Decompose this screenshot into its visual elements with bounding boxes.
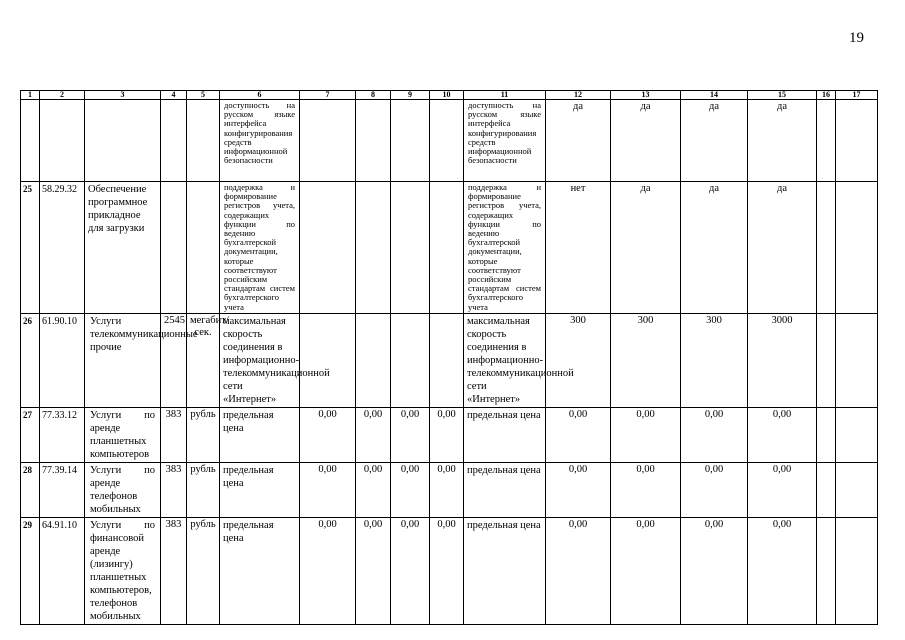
value-cell: 300 — [611, 313, 681, 407]
characteristic: предельная цена — [220, 462, 300, 517]
value-cell — [430, 100, 464, 182]
value-cell: 0,00 — [681, 517, 748, 624]
header-cell: 7 — [300, 91, 356, 100]
value-cell — [836, 182, 878, 314]
table-row — [21, 517, 878, 624]
okpd-code — [40, 100, 85, 182]
item-name: Услуги по аренде планшетных компьютеров — [85, 407, 161, 462]
value-cell: 0,00 — [356, 407, 391, 462]
value-cell: нет — [546, 182, 611, 314]
header-cell: 3 — [85, 91, 161, 100]
characteristic: доступность на русском языке интерфейса конфигурирования средств информационной безопасности — [464, 100, 546, 182]
header-cell: 9 — [391, 91, 430, 100]
value-cell: 0,00 — [391, 407, 430, 462]
characteristic: предельная цена — [220, 407, 300, 462]
unit-code: 383 — [161, 517, 187, 624]
value-cell: 0,00 — [391, 517, 430, 624]
value-cell: 0,00 — [681, 407, 748, 462]
value-cell: да — [748, 182, 817, 314]
characteristic: доступность на русском языке интерфейса конфигурирования средств информационной безопасности — [220, 100, 300, 182]
value-cell — [836, 100, 878, 182]
row-number: 27 — [21, 407, 40, 462]
value-cell — [391, 313, 430, 407]
table-row — [21, 407, 878, 462]
unit-name: рубль — [187, 407, 220, 462]
value-cell — [356, 313, 391, 407]
value-cell: 0,00 — [430, 407, 464, 462]
value-cell: 0,00 — [611, 517, 681, 624]
value-cell: да — [611, 182, 681, 314]
unit-name: рубль — [187, 517, 220, 624]
unit-name: рубль — [187, 462, 220, 517]
value-cell: 3000 — [748, 313, 817, 407]
value-cell — [817, 407, 836, 462]
value-cell: 0,00 — [611, 462, 681, 517]
value-cell: да — [681, 182, 748, 314]
item-name: Услуги телекоммуникационные прочие — [85, 313, 161, 407]
header-cell: 4 — [161, 91, 187, 100]
header-cell: 10 — [430, 91, 464, 100]
value-cell: 0,00 — [300, 517, 356, 624]
requirements-table — [20, 90, 878, 625]
value-cell: 0,00 — [546, 407, 611, 462]
okpd-code: 64.91.10 — [40, 517, 85, 624]
value-cell: 300 — [681, 313, 748, 407]
value-cell: 0,00 — [356, 462, 391, 517]
item-name — [85, 100, 161, 182]
value-cell — [817, 462, 836, 517]
header-row — [21, 91, 878, 100]
item-name: Услуги по финансовой аренде (лизингу) планшетных компьютеров, телефонов мобильных — [85, 517, 161, 624]
value-cell — [817, 517, 836, 624]
header-cell: 11 — [464, 91, 546, 100]
value-cell: 0,00 — [748, 462, 817, 517]
header-cell: 14 — [681, 91, 748, 100]
table-row — [21, 313, 878, 407]
value-cell — [836, 462, 878, 517]
header-cell: 17 — [836, 91, 878, 100]
value-cell: 0,00 — [611, 407, 681, 462]
value-cell — [391, 182, 430, 314]
row-number: 26 — [21, 313, 40, 407]
okpd-code: 61.90.10 — [40, 313, 85, 407]
value-cell: 300 — [546, 313, 611, 407]
characteristic: предельная цена — [220, 517, 300, 624]
header-cell: 16 — [817, 91, 836, 100]
header-cell: 8 — [356, 91, 391, 100]
header-cell: 5 — [187, 91, 220, 100]
value-cell — [836, 517, 878, 624]
value-cell: 0,00 — [748, 517, 817, 624]
unit-name — [187, 182, 220, 314]
value-cell — [356, 100, 391, 182]
row-number — [21, 100, 40, 182]
value-cell — [300, 313, 356, 407]
okpd-code: 77.39.14 — [40, 462, 85, 517]
value-cell: да — [611, 100, 681, 182]
unit-code: 383 — [161, 462, 187, 517]
value-cell: 0,00 — [391, 462, 430, 517]
row-number: 29 — [21, 517, 40, 624]
unit-code: 383 — [161, 407, 187, 462]
table-row — [21, 100, 878, 182]
unit-name — [187, 100, 220, 182]
table-row — [21, 462, 878, 517]
value-cell — [430, 182, 464, 314]
value-cell: да — [546, 100, 611, 182]
value-cell — [836, 407, 878, 462]
header-cell: 12 — [546, 91, 611, 100]
page-number: 19 — [849, 30, 864, 46]
characteristic: предельная цена — [464, 462, 546, 517]
characteristic: предельная цена — [464, 407, 546, 462]
value-cell — [300, 182, 356, 314]
header-cell: 15 — [748, 91, 817, 100]
header-cell: 2 — [40, 91, 85, 100]
value-cell — [356, 182, 391, 314]
unit-code: 2545 — [161, 313, 187, 407]
value-cell: 0,00 — [546, 462, 611, 517]
item-name: Услуги по аренде телефонов мобильных — [85, 462, 161, 517]
value-cell — [817, 182, 836, 314]
value-cell: 0,00 — [300, 407, 356, 462]
header-cell: 1 — [21, 91, 40, 100]
value-cell — [430, 313, 464, 407]
characteristic: максимальная скорость соединения в информационно-телекоммуникационной сети «Интернет» — [464, 313, 546, 407]
table-row — [21, 182, 878, 314]
value-cell: да — [748, 100, 817, 182]
row-number: 25 — [21, 182, 40, 314]
characteristic: максимальная скорость соединения в информационно-телекоммуникационной сети «Интернет» — [220, 313, 300, 407]
value-cell: 0,00 — [546, 517, 611, 624]
row-number: 28 — [21, 462, 40, 517]
characteristic: поддержка и формирование регистров учета, содержащих функции по ведению бухгалтерской документации, которые соответствуют российским стандартам систем бухгалтерского учета — [220, 182, 300, 314]
value-cell: 0,00 — [430, 462, 464, 517]
unit-code — [161, 100, 187, 182]
characteristic: поддержка и формирование регистров учета, содержащих функции по ведению бухгалтерской документации, которые соответствуют российским стандартам систем бухгалтерского учета — [464, 182, 546, 314]
value-cell: 0,00 — [681, 462, 748, 517]
value-cell — [836, 313, 878, 407]
header-cell: 13 — [611, 91, 681, 100]
value-cell — [391, 100, 430, 182]
value-cell: 0,00 — [356, 517, 391, 624]
value-cell — [300, 100, 356, 182]
okpd-code: 58.29.32 — [40, 182, 85, 314]
value-cell: да — [681, 100, 748, 182]
value-cell — [817, 100, 836, 182]
item-name: Обеспечение программное прикладное для загрузки — [85, 182, 161, 314]
unit-code — [161, 182, 187, 314]
value-cell: 0,00 — [430, 517, 464, 624]
header-cell: 6 — [220, 91, 300, 100]
value-cell: 0,00 — [300, 462, 356, 517]
value-cell: 0,00 — [748, 407, 817, 462]
characteristic: предельная цена — [464, 517, 546, 624]
okpd-code: 77.33.12 — [40, 407, 85, 462]
unit-name: мегабит/сек. — [187, 313, 220, 407]
value-cell — [817, 313, 836, 407]
